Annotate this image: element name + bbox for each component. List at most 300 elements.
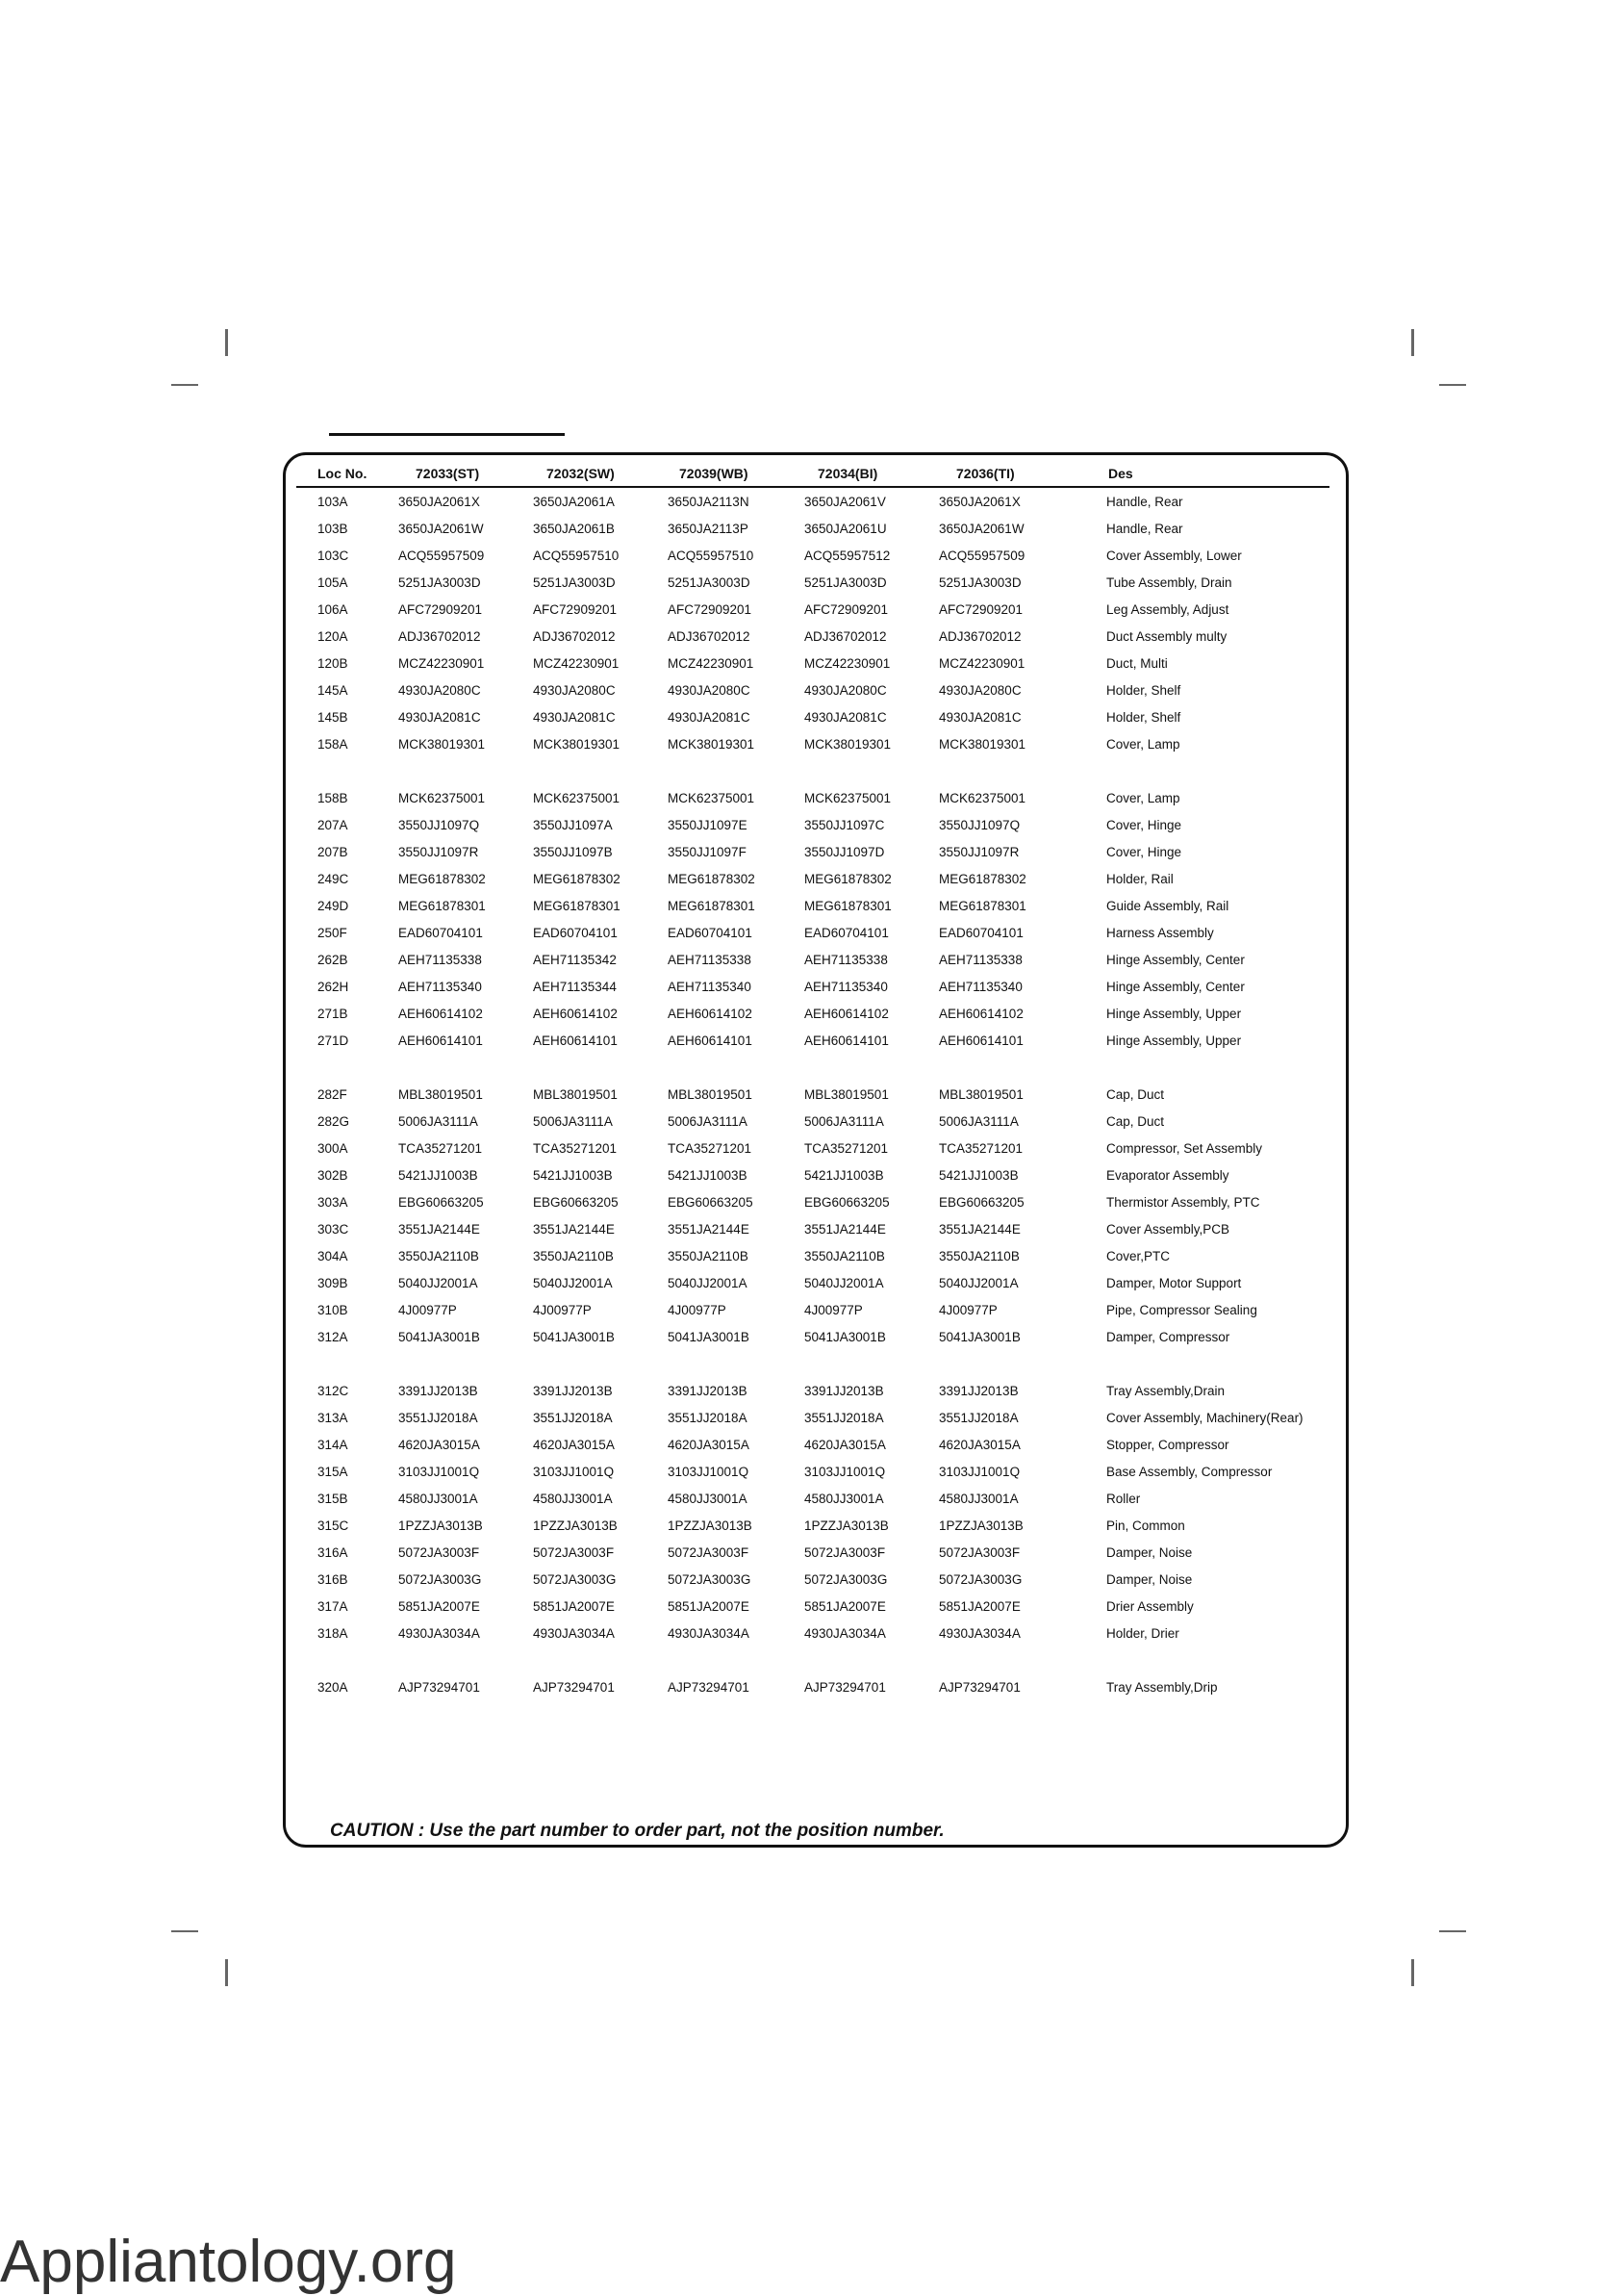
loc-no-cell: 103A xyxy=(317,495,348,509)
loc-no-cell: 314A xyxy=(317,1438,348,1452)
part-number-cell: AFC72909201 xyxy=(668,602,752,617)
part-number-cell: 5421JJ1003B xyxy=(398,1168,478,1183)
part-number-cell: 4930JA2081C xyxy=(668,710,750,725)
table-row xyxy=(317,1276,1329,1297)
part-number-cell: 5851JA2007E xyxy=(398,1599,480,1614)
table-row xyxy=(317,1518,1329,1540)
part-number-cell: 3551JA2144E xyxy=(398,1222,480,1237)
part-number-cell: 3550JA2110B xyxy=(939,1249,1020,1263)
part-number-cell: 5851JA2007E xyxy=(533,1599,615,1614)
table-row xyxy=(317,737,1329,758)
part-number-cell: 4580JJ3001A xyxy=(533,1492,613,1506)
loc-no-cell: 158A xyxy=(317,737,348,752)
part-number-cell: MEG61878302 xyxy=(804,872,892,886)
part-number-cell: 3650JA2061U xyxy=(804,522,887,536)
loc-no-cell: 249C xyxy=(317,872,349,886)
section-title-rule xyxy=(329,433,565,436)
part-number-cell: AFC72909201 xyxy=(939,602,1024,617)
part-number-cell: 4930JA3034A xyxy=(668,1626,749,1641)
part-number-cell: 3650JA2061X xyxy=(939,495,1021,509)
description-cell: Drier Assembly xyxy=(1106,1599,1194,1614)
description-cell: Holder, Drier xyxy=(1106,1626,1179,1641)
header-72034-bi: 72034(BI) xyxy=(818,466,878,481)
part-number-cell: MEG61878301 xyxy=(804,899,892,913)
description-cell: Duct Assembly multy xyxy=(1106,629,1228,644)
loc-no-cell: 105A xyxy=(317,575,348,590)
part-number-cell: 4580JJ3001A xyxy=(668,1492,747,1506)
part-number-cell: 5040JJ2001A xyxy=(533,1276,613,1290)
loc-no-cell: 302B xyxy=(317,1168,348,1183)
loc-no-cell: 316A xyxy=(317,1545,348,1560)
part-number-cell: MCZ42230901 xyxy=(939,656,1025,671)
loc-no-cell: 262H xyxy=(317,980,349,994)
part-number-cell: 5851JA2007E xyxy=(939,1599,1021,1614)
crop-mark-top-left-vertical xyxy=(225,329,228,356)
loc-no-cell: 312C xyxy=(317,1384,349,1398)
description-cell: Cover Assembly,PCB xyxy=(1106,1222,1230,1237)
part-number-cell: 3391JJ2013B xyxy=(533,1384,613,1398)
table-row xyxy=(317,1249,1329,1270)
loc-no-cell: 249D xyxy=(317,899,349,913)
part-number-cell: EAD60704101 xyxy=(668,926,752,940)
description-cell: Cover Assembly, Lower xyxy=(1106,548,1242,563)
table-row xyxy=(317,1168,1329,1189)
table-row xyxy=(317,1626,1329,1647)
description-cell: Handle, Rear xyxy=(1106,495,1183,509)
loc-no-cell: 271B xyxy=(317,1007,348,1021)
description-cell: Cover, Lamp xyxy=(1106,737,1180,752)
loc-no-cell: 103C xyxy=(317,548,349,563)
part-number-cell: 4620JA3015A xyxy=(804,1438,886,1452)
part-number-cell: MEG61878302 xyxy=(398,872,486,886)
part-number-cell: 5040JJ2001A xyxy=(939,1276,1019,1290)
part-number-cell: 4930JA3034A xyxy=(398,1626,480,1641)
part-number-cell: 4J00977P xyxy=(533,1303,592,1317)
part-number-cell: AEH60614102 xyxy=(939,1007,1024,1021)
part-number-cell: 3551JJ2018A xyxy=(533,1411,613,1425)
loc-no-cell: 145A xyxy=(317,683,348,698)
part-number-cell: 5006JA3111A xyxy=(804,1114,884,1129)
part-number-cell: MCK62375001 xyxy=(668,791,755,805)
description-cell: Hinge Assembly, Center xyxy=(1106,980,1245,994)
part-number-cell: MCK38019301 xyxy=(804,737,892,752)
table-row xyxy=(317,791,1329,812)
part-number-cell: AEH71135340 xyxy=(939,980,1023,994)
part-number-cell: 3551JA2144E xyxy=(668,1222,749,1237)
part-number-cell: 5040JJ2001A xyxy=(804,1276,884,1290)
part-number-cell: 5072JA3003F xyxy=(533,1545,615,1560)
description-cell: Damper, Motor Support xyxy=(1106,1276,1242,1290)
part-number-cell: AEH71135340 xyxy=(804,980,888,994)
part-number-cell: MCK38019301 xyxy=(939,737,1026,752)
loc-no-cell: 313A xyxy=(317,1411,348,1425)
loc-no-cell: 315C xyxy=(317,1518,349,1533)
part-number-cell: 3391JJ2013B xyxy=(804,1384,884,1398)
loc-no-cell: 315B xyxy=(317,1492,348,1506)
description-cell: Holder, Rail xyxy=(1106,872,1174,886)
part-number-cell: 4930JA3034A xyxy=(533,1626,615,1641)
part-number-cell: 5072JA3003F xyxy=(939,1545,1021,1560)
part-number-cell: 3650JA2113N xyxy=(668,495,749,509)
part-number-cell: 3103JJ1001Q xyxy=(668,1465,749,1479)
description-cell: Evaporator Assembly xyxy=(1106,1168,1229,1183)
loc-no-cell: 282G xyxy=(317,1114,350,1129)
part-number-cell: 5041JA3001B xyxy=(533,1330,615,1344)
part-number-cell: 3551JA2144E xyxy=(939,1222,1021,1237)
part-number-cell: MEG61878302 xyxy=(939,872,1026,886)
part-number-cell: 5421JJ1003B xyxy=(804,1168,884,1183)
table-row xyxy=(317,926,1329,947)
part-number-cell: 5851JA2007E xyxy=(668,1599,749,1614)
description-cell: Roller xyxy=(1106,1492,1141,1506)
part-number-cell: AFC72909201 xyxy=(398,602,483,617)
table-row xyxy=(317,1384,1329,1405)
table-row xyxy=(317,629,1329,651)
loc-no-cell: 250F xyxy=(317,926,347,940)
part-number-cell: 5072JA3003G xyxy=(668,1572,751,1587)
description-cell: Hinge Assembly, Center xyxy=(1106,953,1245,967)
part-number-cell: 3550JJ1097B xyxy=(533,845,613,859)
loc-no-cell: 145B xyxy=(317,710,348,725)
loc-no-cell: 317A xyxy=(317,1599,348,1614)
part-number-cell: EAD60704101 xyxy=(533,926,618,940)
part-number-cell: 3550JJ1097R xyxy=(939,845,1020,859)
part-number-cell: 5006JA3111A xyxy=(939,1114,1019,1129)
description-cell: Cap, Duct xyxy=(1106,1114,1165,1129)
loc-no-cell: 120B xyxy=(317,656,348,671)
header-rule xyxy=(296,486,1329,488)
part-number-cell: 1PZZJA3013B xyxy=(533,1518,618,1533)
part-number-cell: AJP73294701 xyxy=(939,1680,1021,1695)
part-number-cell: 5041JA3001B xyxy=(939,1330,1021,1344)
description-cell: Cover,PTC xyxy=(1106,1249,1171,1263)
description-cell: Leg Assembly, Adjust xyxy=(1106,602,1229,617)
loc-no-cell: 315A xyxy=(317,1465,348,1479)
part-number-cell: 5041JA3001B xyxy=(668,1330,749,1344)
part-number-cell: 5006JA3111A xyxy=(398,1114,478,1129)
part-number-cell: MBL38019501 xyxy=(939,1087,1024,1102)
part-number-cell: MCZ42230901 xyxy=(533,656,620,671)
crop-mark-bottom-left-horizontal xyxy=(171,1930,198,1932)
part-number-cell: 4930JA2081C xyxy=(398,710,481,725)
part-number-cell: MEG61878301 xyxy=(398,899,486,913)
table-row xyxy=(317,1033,1329,1055)
part-number-cell: TCA35271201 xyxy=(398,1141,483,1156)
part-number-cell: AEH60614102 xyxy=(668,1007,752,1021)
header-des: Des xyxy=(1108,466,1133,481)
part-number-cell: 4620JA3015A xyxy=(939,1438,1021,1452)
part-number-cell: 5072JA3003G xyxy=(804,1572,888,1587)
part-number-cell: AJP73294701 xyxy=(668,1680,749,1695)
part-number-cell: 3550JJ1097D xyxy=(804,845,885,859)
table-row xyxy=(317,1572,1329,1594)
loc-no-cell: 320A xyxy=(317,1680,348,1695)
part-number-cell: 5251JA3003D xyxy=(533,575,616,590)
part-number-cell: 5006JA3111A xyxy=(533,1114,613,1129)
part-number-cell: EBG60663205 xyxy=(804,1195,890,1210)
part-number-cell: AEH60614101 xyxy=(804,1033,889,1048)
table-row xyxy=(317,1599,1329,1620)
part-number-cell: 4930JA3034A xyxy=(804,1626,886,1641)
crop-mark-top-right-vertical xyxy=(1411,329,1414,356)
part-number-cell: 5072JA3003F xyxy=(398,1545,480,1560)
part-number-cell: 5072JA3003F xyxy=(804,1545,886,1560)
loc-no-cell: 316B xyxy=(317,1572,348,1587)
part-number-cell: 3391JJ2013B xyxy=(668,1384,747,1398)
part-number-cell: MBL38019501 xyxy=(533,1087,618,1102)
loc-no-cell: 262B xyxy=(317,953,348,967)
part-number-cell: 5251JA3003D xyxy=(939,575,1022,590)
part-number-cell: TCA35271201 xyxy=(668,1141,752,1156)
part-number-cell: MEG61878301 xyxy=(939,899,1026,913)
part-number-cell: 5251JA3003D xyxy=(398,575,481,590)
part-number-cell: MCK62375001 xyxy=(533,791,620,805)
part-number-cell: MCZ42230901 xyxy=(668,656,754,671)
crop-mark-top-left-horizontal xyxy=(171,384,198,386)
part-number-cell: 5041JA3001B xyxy=(398,1330,480,1344)
part-number-cell: 4J00977P xyxy=(804,1303,863,1317)
loc-no-cell: 303A xyxy=(317,1195,348,1210)
loc-no-cell: 106A xyxy=(317,602,348,617)
part-number-cell: AEH71135344 xyxy=(533,980,617,994)
part-number-cell: 4J00977P xyxy=(939,1303,998,1317)
description-cell: Pipe, Compressor Sealing xyxy=(1106,1303,1257,1317)
part-number-cell: 4930JA2080C xyxy=(398,683,481,698)
description-cell: Duct, Multi xyxy=(1106,656,1168,671)
loc-no-cell: 158B xyxy=(317,791,348,805)
table-row xyxy=(317,548,1329,570)
description-cell: Cover, Lamp xyxy=(1106,791,1180,805)
part-number-cell: ACQ55957512 xyxy=(804,548,891,563)
table-row xyxy=(317,1195,1329,1216)
part-number-cell: 1PZZJA3013B xyxy=(939,1518,1024,1533)
description-cell: Holder, Shelf xyxy=(1106,683,1181,698)
description-cell: Cover Assembly, Machinery(Rear) xyxy=(1106,1411,1304,1425)
part-number-cell: 5006JA3111A xyxy=(668,1114,747,1129)
part-number-cell: ACQ55957509 xyxy=(398,548,485,563)
part-number-cell: 5040JJ2001A xyxy=(668,1276,747,1290)
part-number-cell: 4930JA2080C xyxy=(668,683,750,698)
description-cell: Tray Assembly,Drain xyxy=(1106,1384,1226,1398)
loc-no-cell: 207A xyxy=(317,818,348,832)
part-number-cell: EAD60704101 xyxy=(804,926,889,940)
part-number-cell: 3551JJ2018A xyxy=(668,1411,747,1425)
table-row xyxy=(317,1303,1329,1324)
part-number-cell: 3103JJ1001Q xyxy=(804,1465,886,1479)
table-row xyxy=(317,656,1329,677)
part-number-cell: 1PZZJA3013B xyxy=(804,1518,889,1533)
table-row xyxy=(317,872,1329,893)
description-cell: Thermistor Assembly, PTC xyxy=(1106,1195,1260,1210)
crop-mark-bottom-left-vertical xyxy=(225,1959,228,1986)
loc-no-cell: 318A xyxy=(317,1626,348,1641)
part-number-cell: AEH71135338 xyxy=(804,953,888,967)
part-number-cell: AJP73294701 xyxy=(533,1680,615,1695)
part-number-cell: 5072JA3003G xyxy=(533,1572,617,1587)
part-number-cell: TCA35271201 xyxy=(804,1141,889,1156)
table-row xyxy=(317,818,1329,839)
part-number-cell: ADJ36702012 xyxy=(939,629,1022,644)
part-number-cell: 3650JA2061W xyxy=(398,522,484,536)
part-number-cell: AEH71135342 xyxy=(533,953,617,967)
table-row xyxy=(317,953,1329,974)
part-number-cell: 5851JA2007E xyxy=(804,1599,886,1614)
part-number-cell: 4620JA3015A xyxy=(533,1438,615,1452)
part-number-cell: 5421JJ1003B xyxy=(533,1168,613,1183)
header-loc-no: Loc No. xyxy=(317,466,367,481)
description-cell: Damper, Noise xyxy=(1106,1545,1193,1560)
description-cell: Cover, Hinge xyxy=(1106,818,1182,832)
part-number-cell: MBL38019501 xyxy=(668,1087,752,1102)
table-row xyxy=(317,522,1329,543)
part-number-cell: 3391JJ2013B xyxy=(939,1384,1019,1398)
loc-no-cell: 309B xyxy=(317,1276,348,1290)
part-number-cell: AFC72909201 xyxy=(533,602,618,617)
table-row xyxy=(317,1222,1329,1243)
part-number-cell: 5072JA3003G xyxy=(398,1572,482,1587)
loc-no-cell: 282F xyxy=(317,1087,347,1102)
part-number-cell: AFC72909201 xyxy=(804,602,889,617)
table-row xyxy=(317,683,1329,704)
part-number-cell: MCZ42230901 xyxy=(398,656,485,671)
part-number-cell: 3550JJ1097F xyxy=(668,845,747,859)
table-row xyxy=(317,710,1329,731)
part-number-cell: 3103JJ1001Q xyxy=(939,1465,1021,1479)
part-number-cell: 3551JA2144E xyxy=(804,1222,886,1237)
part-number-cell: ACQ55957509 xyxy=(939,548,1025,563)
table-row xyxy=(317,1438,1329,1459)
table-row xyxy=(317,1411,1329,1432)
description-cell: Tray Assembly,Drip xyxy=(1106,1680,1218,1695)
table-row xyxy=(317,1545,1329,1567)
part-number-cell: 1PZZJA3013B xyxy=(398,1518,483,1533)
description-cell: Cover, Hinge xyxy=(1106,845,1182,859)
part-number-cell: 3550JJ1097C xyxy=(804,818,885,832)
part-number-cell: TCA35271201 xyxy=(939,1141,1024,1156)
part-number-cell: 3650JA2061B xyxy=(533,522,615,536)
part-number-cell: 4930JA2080C xyxy=(804,683,887,698)
part-number-cell: AEH60614101 xyxy=(398,1033,483,1048)
part-number-cell: ADJ36702012 xyxy=(668,629,750,644)
table-row xyxy=(317,495,1329,516)
loc-no-cell: 312A xyxy=(317,1330,348,1344)
loc-no-cell: 304A xyxy=(317,1249,348,1263)
loc-no-cell: 300A xyxy=(317,1141,348,1156)
part-number-cell: EBG60663205 xyxy=(939,1195,1025,1210)
part-number-cell: MEG61878302 xyxy=(668,872,755,886)
part-number-cell: 5251JA3003D xyxy=(668,575,750,590)
table-row xyxy=(317,845,1329,866)
part-number-cell: ACQ55957510 xyxy=(533,548,620,563)
description-cell: Base Assembly, Compressor xyxy=(1106,1465,1273,1479)
part-number-cell: MCK62375001 xyxy=(804,791,892,805)
part-number-cell: AEH60614102 xyxy=(533,1007,618,1021)
part-number-cell: 4580JJ3001A xyxy=(804,1492,884,1506)
part-number-cell: 1PZZJA3013B xyxy=(668,1518,752,1533)
part-number-cell: 3650JA2061A xyxy=(533,495,615,509)
part-number-cell: 3650JA2061V xyxy=(804,495,886,509)
table-row xyxy=(317,575,1329,597)
part-number-cell: AEH71135340 xyxy=(398,980,482,994)
header-72039-wb: 72039(WB) xyxy=(679,466,748,481)
part-number-cell: MBL38019501 xyxy=(804,1087,889,1102)
table-row xyxy=(317,1114,1329,1135)
part-number-cell: 3550JA2110B xyxy=(668,1249,748,1263)
part-number-cell: 4J00977P xyxy=(668,1303,726,1317)
loc-no-cell: 271D xyxy=(317,1033,349,1048)
description-cell: Handle, Rear xyxy=(1106,522,1183,536)
part-number-cell: MCK38019301 xyxy=(668,737,755,752)
part-number-cell: MEG61878301 xyxy=(668,899,755,913)
part-number-cell: 4930JA2080C xyxy=(533,683,616,698)
part-number-cell: MCK38019301 xyxy=(398,737,486,752)
part-number-cell: 4930JA2081C xyxy=(939,710,1022,725)
part-number-cell: 4620JA3015A xyxy=(668,1438,749,1452)
part-number-cell: AEH71135338 xyxy=(668,953,751,967)
part-number-cell: 3551JJ2018A xyxy=(804,1411,884,1425)
part-number-cell: EAD60704101 xyxy=(398,926,483,940)
part-number-cell: 4930JA2081C xyxy=(533,710,616,725)
loc-no-cell: 120A xyxy=(317,629,348,644)
table-row xyxy=(317,1007,1329,1028)
description-cell: Hinge Assembly, Upper xyxy=(1106,1007,1242,1021)
part-number-cell: AEH60614102 xyxy=(804,1007,889,1021)
header-72036-ti: 72036(TI) xyxy=(956,466,1015,481)
part-number-cell: 3551JJ2018A xyxy=(939,1411,1019,1425)
part-number-cell: 3103JJ1001Q xyxy=(398,1465,480,1479)
description-cell: Damper, Noise xyxy=(1106,1572,1193,1587)
table-row xyxy=(317,1465,1329,1486)
part-number-cell: AEH60614101 xyxy=(533,1033,618,1048)
part-number-cell: AEH60614101 xyxy=(668,1033,752,1048)
part-number-cell: 4930JA3034A xyxy=(939,1626,1021,1641)
part-number-cell: AEH60614102 xyxy=(398,1007,483,1021)
part-number-cell: TCA35271201 xyxy=(533,1141,618,1156)
loc-no-cell: 207B xyxy=(317,845,348,859)
part-number-cell: 3550JJ1097E xyxy=(668,818,747,832)
part-number-cell: 5421JJ1003B xyxy=(668,1168,747,1183)
part-number-cell: MBL38019501 xyxy=(398,1087,483,1102)
crop-mark-bottom-right-horizontal xyxy=(1439,1930,1466,1932)
part-number-cell: 5072JA3003F xyxy=(668,1545,749,1560)
table-row xyxy=(317,980,1329,1001)
part-number-cell: EBG60663205 xyxy=(398,1195,484,1210)
loc-no-cell: 303C xyxy=(317,1222,349,1237)
crop-mark-bottom-right-vertical xyxy=(1411,1959,1414,1986)
part-number-cell: EBG60663205 xyxy=(533,1195,619,1210)
table-row xyxy=(317,1330,1329,1351)
part-number-cell: 3550JA2110B xyxy=(398,1249,479,1263)
site-watermark: Appliantology.org xyxy=(0,2229,457,2295)
part-number-cell: 4930JA2080C xyxy=(939,683,1022,698)
part-number-cell: 5040JJ2001A xyxy=(398,1276,478,1290)
part-number-cell: 5421JJ1003B xyxy=(939,1168,1019,1183)
table-row xyxy=(317,1680,1329,1701)
part-number-cell: 3650JA2061X xyxy=(398,495,480,509)
part-number-cell: 4620JA3015A xyxy=(398,1438,480,1452)
part-number-cell: 4580JJ3001A xyxy=(398,1492,478,1506)
part-number-cell: MEG61878301 xyxy=(533,899,620,913)
part-number-cell: 3550JJ1097Q xyxy=(398,818,480,832)
part-number-cell: 3551JA2144E xyxy=(533,1222,615,1237)
part-number-cell: 4580JJ3001A xyxy=(939,1492,1019,1506)
caution-note: CAUTION : Use the part number to order part, not the position number. xyxy=(330,1821,945,1841)
part-number-cell: AJP73294701 xyxy=(804,1680,886,1695)
description-cell: Damper, Compressor xyxy=(1106,1330,1230,1344)
part-number-cell: 3550JJ1097R xyxy=(398,845,479,859)
description-cell: Pin, Common xyxy=(1106,1518,1185,1533)
table-row xyxy=(317,899,1329,920)
